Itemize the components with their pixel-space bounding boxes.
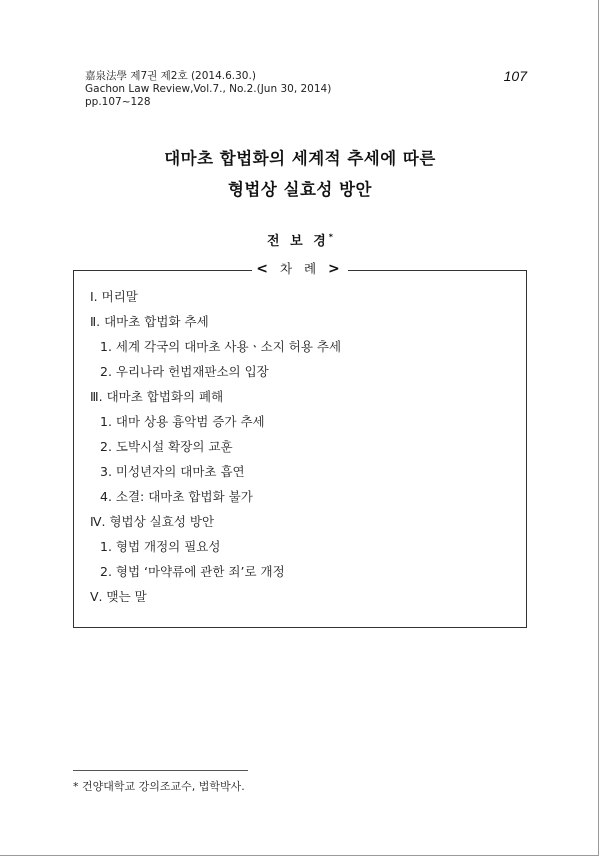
chevron-right-icon: > [328, 261, 344, 277]
toc-item[interactable]: Ⅴ. 맺는 말 [90, 589, 147, 604]
journal-english: Gachon Law Review,Vol.7., No.2.(Jun 30, 2014) [85, 83, 332, 95]
toc-item[interactable]: 1. 대마 상용 흉악범 증가 추세 [100, 414, 265, 429]
footnote: * 건양대학교 강의조교수, 법학박사. [73, 780, 245, 793]
author [0, 230, 600, 249]
toc-item[interactable]: 3. 미성년자의 대마초 흡연 [100, 464, 245, 479]
author-footnote-mark: * [328, 232, 333, 242]
page-range: pp.107~128 [85, 96, 151, 108]
footnote-rule [73, 770, 248, 771]
toc-item[interactable]: 4. 소결: 대마초 합법화 불가 [100, 489, 253, 504]
toc-item[interactable]: Ⅳ. 형법상 실효성 방안 [90, 514, 215, 529]
toc-item[interactable]: Ⅱ. 대마초 합법화 추세 [90, 314, 209, 329]
toc-item[interactable]: 2. 형법 ‘마약류에 관한 죄’로 개정 [100, 564, 285, 579]
toc-item[interactable]: 1. 형법 개정의 필요성 [100, 539, 221, 554]
page-number: 107 [503, 68, 527, 84]
toc-item[interactable]: 2. 도박시설 확장의 교훈 [100, 439, 233, 454]
journal-header [85, 70, 331, 109]
chevron-left-icon: < [256, 261, 272, 277]
toc-item[interactable]: 2. 우리나라 헌법재판소의 입장 [100, 364, 269, 379]
author-name: 전 보 경 [267, 234, 329, 249]
toc-item[interactable]: Ⅰ. 머리말 [90, 289, 138, 304]
title-line-2: 형법상 실효성 방안 [227, 180, 372, 199]
toc-heading [0, 261, 600, 277]
toc-item[interactable]: 1. 세계 각국의 대마초 사용ㆍ소지 허용 추세 [100, 339, 342, 354]
title-line-1: 대마초 합법화의 세계적 추세에 따른 [164, 149, 436, 168]
journal-korean: 嘉泉法學 제7권 제2호 (2014.6.30.) [85, 70, 256, 82]
toc-heading-label: 차 례 [279, 261, 321, 276]
toc-item[interactable]: Ⅲ. 대마초 합법화의 폐해 [90, 389, 224, 404]
